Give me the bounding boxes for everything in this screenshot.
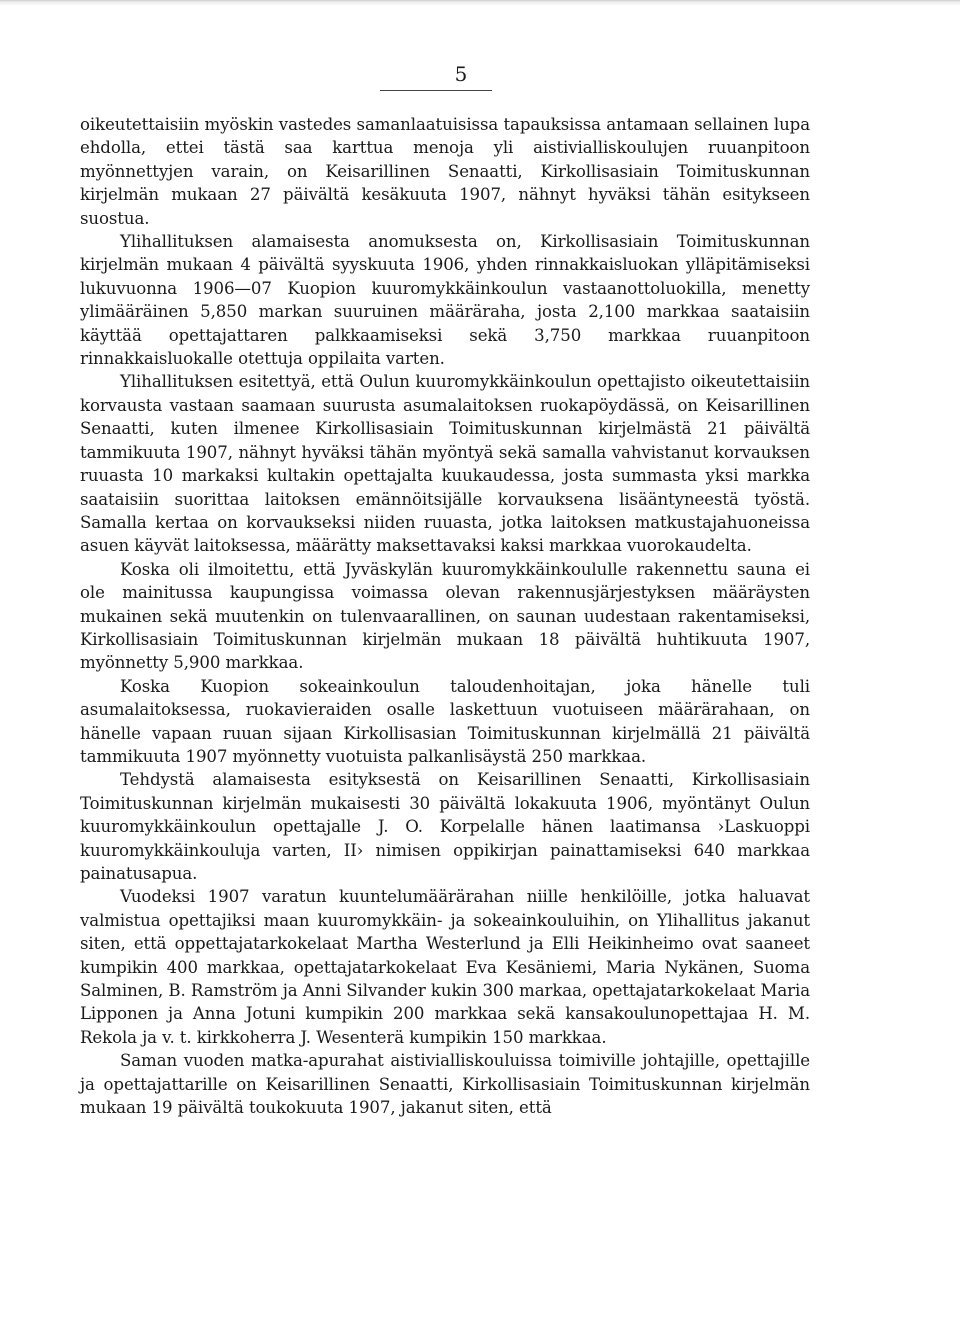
paragraph: Koska Kuopion sokeainkoulun taloudenhoitajan, joka hänelle tuli asumalaitoksessa, ruokavieraiden osalle laskettuun vuotuiseen määrärahaan, on hänelle vapaan ruuan sijaan Kirkollisasian Toimituskunnan kirjelmällä 21 päivältä tammikuuta 1907 myönnetty vuotuista palkanlisäystä 250 markkaa.: [80, 676, 810, 766]
paragraph-continuation: oikeutettaisiin myöskin vastedes samanlaatuisissa tapauksissa antamaan sellainen lupa ehdolla, ettei tästä saa karttua menoja yli aistivialliskoulujen ruuanpitoon myönnettyjen varain, on Keisarillinen Senaatti, Kirkollisasiain Toimituskunnan kirjelmän mukaan 27 päivältä kesäkuuta 1907, nähnyt hyväksi tähän esitykseen suostua.: [80, 115, 810, 228]
paragraph: Ylihallituksen esitettyä, että Oulun kuuromykkäinkoulun opettajisto oikeutettaisiin korvausta vastaan saamaan suurusta asumalaitoksen ruokapöydässä, on Keisarillinen Senaatti, kuten ilmenee Kirkollisasiain Toimituskunnan kirjelmästä 21 päivältä tammikuuta 1907, nähnyt hyväksi tähän myöntyä sekä samalla vahvistanut korvauksen ruuasta 10 markaksi kultakin opettajalta kuukaudessa, josta summasta yksi markka saataisiin suorittaa laitoksen emännöitsijälle korvauksena lisääntyneestä työstä. Samalla kertaa on korvaukseksi niiden ruuasta, jotka laitoksen matkustajahuoneissa asuen käyvät laitoksessa, määrätty maksettavaksi kaksi markkaa vuorokaudelta.: [80, 372, 810, 556]
paragraph: Saman vuoden matka-apurahat aistivialliskouluissa toimiville johtajille, opettajille ja opettajattarille on Keisarillinen Senaatti, Kirkollisasiain Toimituskunnan kirjelmän mukaan 19 päivältä toukokuuta 1907, jakanut siten, että: [80, 1051, 810, 1118]
page-number: 5: [454, 62, 468, 86]
paragraph: Ylihallituksen alamaisesta anomuksesta on, Kirkollisasiain Toimituskunnan kirjelmän mukaan 4 päivältä syyskuuta 1906, yhden rinnakkaisluokan ylläpitämiseksi lukuvuonna 1906—07 Kuopion kuuromykkäinkoulun vastaanottoluokilla, menetty ylimääräinen 5,850 markan suuruinen määräraha, josta 2,100 markkaa saataisiin käyttää opettajattaren palkkaamiseksi sekä 3,750 markkaa ruuanpitoon rinnakkaisluokalle otettuja oppilaita varten.: [80, 232, 810, 369]
paragraph: Tehdystä alamaisesta esityksestä on Keisarillinen Senaatti, Kirkollisasiain Toimituskunnan kirjelmän mukaisesti 30 päivältä lokakuuta 1906, myöntänyt Oulun kuuromykkäinkoulun opettajalle J. O. Korpelalle hänen laatimansa ›Laskuoppi kuuromykkäinkouluja varten, II› nimisen oppikirjan painattamiseksi 640 markkaa painatusapua.: [80, 770, 810, 883]
paragraph: Vuodeksi 1907 varatun kuuntelumäärärahan niille henkilöille, jotka haluavat valmistua opettajiksi maan kuuromykkäin- ja sokeainkouluihin, on Ylihallitus jakanut siten, että oppettajatarkokelaat Martha Westerlund ja Elli Heikinheimo ovat saaneet kumpikin 400 markkaa, opettajatarkokelaat Eva Kesäniemi, Maria Nykänen, Suoma Salminen, B. Ramström ja Anni Silvander kukin 300 markaa, opettajatarkokelaat Maria Lipponen ja Anna Jotuni kumpikin 200 markkaa sekä kansakoulunopettajaa H. M. Rekola ja v. t. kirkkoherra J. Wesenterä kumpikin 150 markkaa.: [80, 887, 810, 1047]
paragraph: Koska oli ilmoitettu, että Jyväskylän kuuromykkäinkoululle rakennettu sauna ei ole mainitussa kaupungissa voimassa olevan rakennusjärjestyksen määräysten mukainen sekä muutenkin on tulenvaarallinen, on saunan uudestaan rakentamiseksi, Kirkollisasiain Toimituskunnan kirjelmän mukaan 18 päivältä huhtikuuta 1907, myönnetty 5,900 markkaa.: [80, 559, 810, 673]
scan-edge: [0, 0, 960, 6]
document-body: [80, 113, 810, 1119]
page-number-rule: [380, 90, 492, 91]
